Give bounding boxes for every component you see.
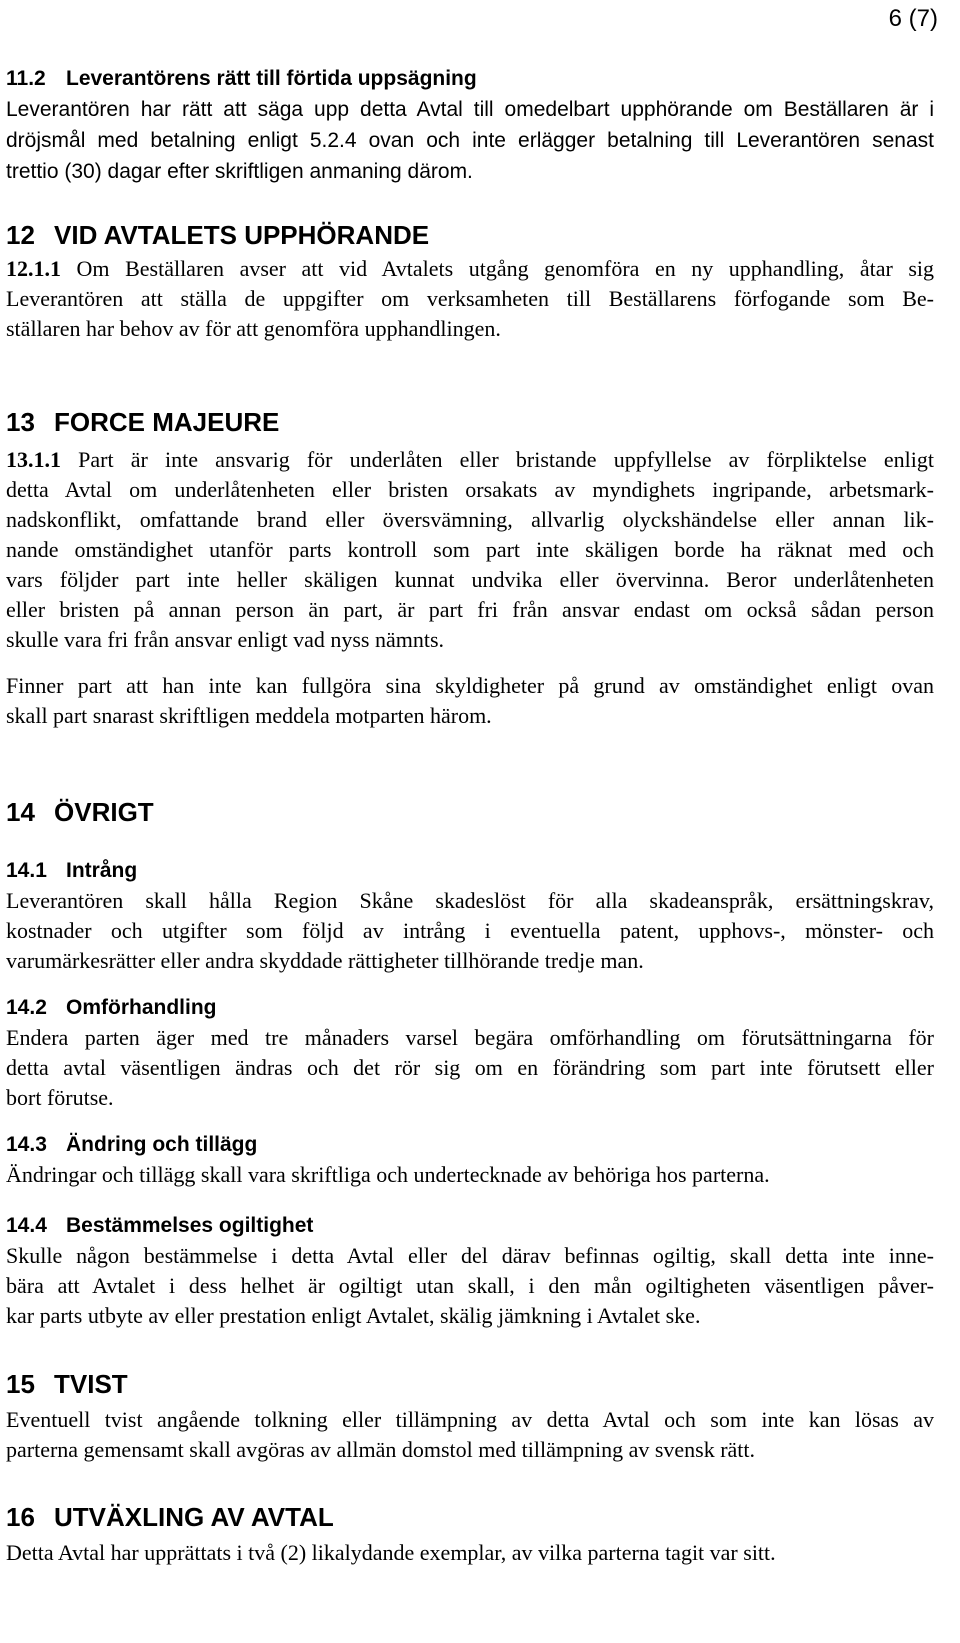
page-number: 6 (7) — [888, 5, 938, 32]
section-number: 14.4 — [6, 1214, 47, 1237]
section-title: TVIST — [54, 1369, 128, 1399]
text-line: skulle vara fri från ansvar enligt vad nyss nämnts. — [6, 627, 445, 652]
text-line: Leverantören har rätt att säga upp detta Avtal till omedelbart upphörande om Beställaren är i — [6, 98, 934, 121]
section-16-heading — [6, 1500, 934, 1534]
clause-12-1-1 — [6, 254, 934, 344]
section-13-paragraph-2 — [6, 671, 934, 731]
section-13 — [6, 405, 934, 439]
section-14-2-heading — [6, 993, 934, 1023]
text-line — [6, 445, 934, 475]
section-15-heading — [6, 1367, 934, 1401]
section-title: Ändring och tillägg — [66, 1133, 258, 1156]
clause-12-1-1-body — [6, 254, 934, 344]
section-title: VID AVTALETS UPPHÖRANDE — [54, 220, 430, 250]
section-14-3-heading — [6, 1130, 934, 1160]
section-15-body — [6, 1405, 934, 1465]
section-title: Leverantörens rätt till förtida uppsägning — [66, 67, 477, 90]
text-line: bära att Avtalet i dess helhet är ogiltigt utan skall, i den mån ogiltigheten väsentligen påver- — [6, 1273, 934, 1298]
text-line: nadskonflikt, omfattande brand eller översvämning, allvarlig olyckshändelse eller annan lik- — [6, 507, 934, 532]
section-14-4-heading — [6, 1211, 934, 1241]
section-14-4 — [6, 1211, 934, 1331]
text-line: eller bristen på annan person än part, är part fri från ansvar endast om också sådan person — [6, 597, 934, 622]
text-line: trettio (30) dagar efter skriftligen anmaning därom. — [6, 160, 473, 183]
text-line: detta Avtal om underlåtenheten eller bristen orsakats av myndighets ingripande, arbetsmark- — [6, 477, 934, 502]
text-line: vars följder part inte heller skäligen kunnat undvika eller övervinna. Beror underlåtenheten — [6, 567, 934, 592]
text-line: Ändringar och tillägg skall vara skriftliga och undertecknade av behöriga hos parterna. — [6, 1162, 770, 1187]
section-11-2-heading — [6, 64, 934, 94]
section-14-3-body — [6, 1160, 934, 1190]
text-line: varumärkesrätter eller andra skyddade rättigheter tillhörande tredje man. — [6, 948, 644, 973]
text-line: ställaren har behov av för att genomföra upphandlingen. — [6, 316, 501, 341]
section-11-2 — [6, 64, 934, 187]
text-line-content: Part är inte ansvarig för underlåten eller bristande uppfyllelse av förpliktelse enligt — [78, 447, 934, 472]
text-line — [6, 254, 934, 284]
section-12 — [6, 218, 934, 252]
text-line: kar parts utbyte av eller prestation enligt Avtalet, skälig jämkning i Avtalet ske. — [6, 1303, 701, 1328]
section-13-paragraph-2-body — [6, 671, 934, 731]
section-number: 14 — [6, 797, 35, 827]
section-number: 14.2 — [6, 996, 47, 1019]
text-line: dröjsmål med betalning enligt 5.2.4 ovan och inte erlägger betalning till Leverantören senast — [6, 129, 934, 152]
section-title: Omförhandling — [66, 996, 217, 1019]
section-number: 12 — [6, 220, 35, 250]
clause-13-1-1 — [6, 445, 934, 655]
section-title: Bestämmelses ogiltighet — [66, 1214, 314, 1237]
section-14 — [6, 795, 934, 829]
section-14-1-body — [6, 886, 934, 976]
section-title: ÖVRIGT — [54, 797, 154, 827]
section-16-body — [6, 1538, 934, 1568]
text-line: Eventuell tvist angående tolkning eller tillämpning av detta Avtal och som inte kan lösas av — [6, 1407, 934, 1432]
text-line-content: Om Beställaren avser att vid Avtalets utgång genomföra en ny upphandling, åtar sig — [76, 256, 935, 281]
section-13-heading — [6, 405, 934, 439]
section-14-2-body — [6, 1023, 934, 1113]
text-line: Leverantören skall hålla Region Skåne skadeslöst för alla skadeanspråk, ersättningskrav, — [6, 888, 934, 913]
section-14-4-body — [6, 1241, 934, 1331]
section-14-2 — [6, 993, 934, 1113]
text-line: Detta Avtal har upprättats i två (2) likalydande exemplar, av vilka parterna tagit var sitt. — [6, 1540, 776, 1565]
text-line: Leverantören att ställa de uppgifter om verksamheten till Beställarens förfogande som Be- — [6, 286, 934, 311]
text-line: bort förutse. — [6, 1085, 114, 1110]
section-title: UTVÄXLING AV AVTAL — [54, 1502, 334, 1532]
text-line: Finner part att han inte kan fullgöra sina skyldigheter på grund av omständighet enligt ovan — [6, 673, 934, 698]
text-line: parterna gemensamt skall avgöras av allmän domstol med tillämpning av svensk rätt. — [6, 1437, 756, 1462]
section-11-2-body — [6, 94, 934, 187]
section-14-3 — [6, 1130, 934, 1190]
text-line: nande omständighet utanför parts kontroll som part inte skäligen borde ha räknat med och — [6, 537, 934, 562]
clause-number: 12.1.1 — [6, 256, 61, 281]
text-line: Endera parten äger med tre månaders varsel begära omförhandling om förutsättningarna för — [6, 1025, 934, 1050]
section-16 — [6, 1500, 934, 1568]
clause-number: 13.1.1 — [6, 447, 61, 472]
section-14-heading — [6, 795, 934, 829]
clause-13-1-1-body — [6, 445, 934, 655]
section-14-1 — [6, 856, 934, 976]
text-line: detta avtal väsentligen ändras och det rör sig om en förändring som part inte förutsett eller — [6, 1055, 934, 1080]
section-number: 16 — [6, 1502, 35, 1532]
text-line: kostnader och utgifter som följd av intrång i eventuella patent, upphovs-, mönster- och — [6, 918, 934, 943]
section-number: 14.3 — [6, 1133, 47, 1156]
section-number: 15 — [6, 1369, 35, 1399]
section-number: 13 — [6, 407, 35, 437]
section-12-heading — [6, 218, 934, 252]
text-line: Skulle någon bestämmelse i detta Avtal eller del därav befinnas ogiltig, skall detta inte inne- — [6, 1243, 934, 1268]
section-title: Intrång — [66, 859, 138, 882]
section-14-1-heading — [6, 856, 934, 886]
section-number: 14.1 — [6, 859, 47, 882]
text-line: skall part snarast skriftligen meddela motparten härom. — [6, 703, 492, 728]
section-number: 11.2 — [6, 67, 46, 90]
section-15 — [6, 1367, 934, 1465]
section-title: FORCE MAJEURE — [54, 407, 280, 437]
